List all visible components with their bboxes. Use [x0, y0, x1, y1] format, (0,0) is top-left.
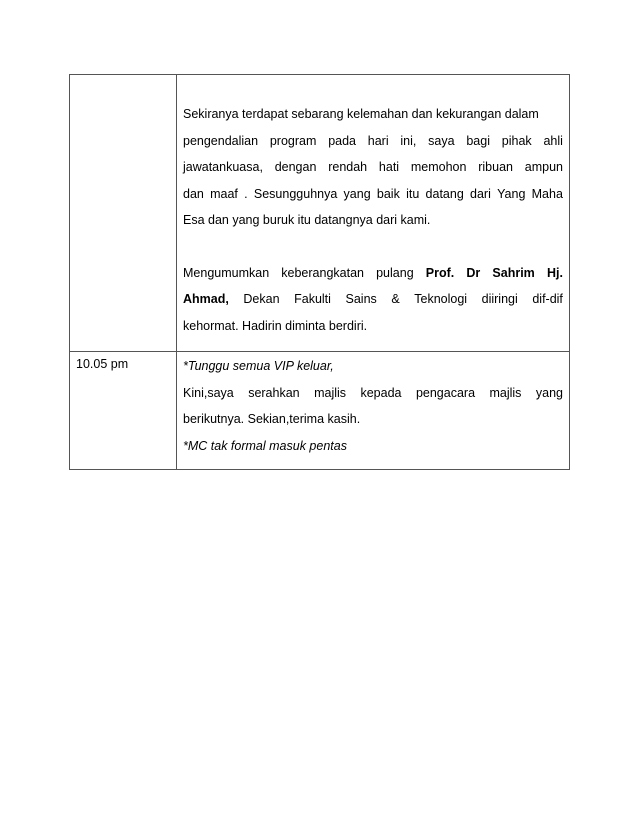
- word: Fakulti: [294, 292, 331, 306]
- apology-line-4: [183, 181, 563, 208]
- dean-name-word: Sahrim: [492, 265, 535, 280]
- word: Maha: [531, 186, 563, 201]
- apology-line-5: Esa dan yang buruk itu datangnya dari kami.: [183, 213, 431, 227]
- word: maaf: [210, 186, 238, 201]
- word: serahkan: [248, 385, 300, 400]
- word: Teknologi: [414, 292, 468, 306]
- word: pada: [328, 133, 356, 148]
- word: pulang: [376, 265, 414, 280]
- word: datang: [425, 186, 464, 201]
- word: dif-dif: [532, 292, 563, 306]
- word: pihak: [501, 133, 532, 148]
- word: .: [244, 186, 248, 201]
- word: baik: [376, 186, 400, 201]
- word: yang: [343, 186, 371, 201]
- word: Sesungguhnya: [253, 186, 338, 201]
- word: yang: [535, 385, 563, 400]
- word: keberangkatan: [281, 265, 364, 280]
- word: Dekan: [243, 292, 280, 306]
- dean-name-word: Hj.: [546, 265, 563, 280]
- vip-exit-note: *Tunggu semua VIP keluar,: [183, 359, 334, 373]
- word: memohon: [410, 160, 467, 174]
- word: ribuan: [478, 160, 513, 174]
- apology-line-3: [183, 154, 563, 181]
- mc-stage-note: *MC tak formal masuk pentas: [183, 438, 347, 453]
- programme-table: [69, 74, 570, 470]
- word: dan: [183, 186, 204, 201]
- paragraph-spacer: [183, 234, 563, 260]
- handover-line-1: [183, 380, 563, 407]
- word: hati: [378, 160, 400, 174]
- announcement-line-3: kehormat. Hadirin diminta berdiri.: [183, 318, 368, 333]
- word: &: [391, 292, 400, 306]
- word: program: [269, 133, 317, 148]
- apology-line-2: [183, 128, 563, 155]
- word: pengendalian: [183, 133, 259, 148]
- table-row: [70, 352, 570, 470]
- announcement-line-2: [183, 286, 563, 313]
- word: bagi: [466, 133, 490, 148]
- dean-name-word: Ahmad,: [183, 292, 229, 306]
- word: Kini,saya: [183, 385, 234, 400]
- announcement-line-1: [183, 260, 563, 287]
- word: itu: [406, 186, 420, 201]
- word: jawatankuasa,: [183, 160, 263, 174]
- description-cell: [177, 75, 570, 352]
- time-cell-empty: [70, 75, 177, 352]
- word: saya: [428, 133, 455, 148]
- table-row: [70, 75, 570, 352]
- word: dengan: [274, 160, 317, 174]
- word: dari: [470, 186, 491, 201]
- word: rendah: [328, 160, 368, 174]
- word: hari: [367, 133, 389, 148]
- word: Sains: [345, 292, 377, 306]
- word: majlis: [489, 385, 522, 400]
- time-cell: 10.05 pm: [70, 352, 177, 470]
- word: majlis: [314, 385, 347, 400]
- word: ahli: [543, 133, 563, 148]
- word: pengacara: [415, 385, 476, 400]
- dean-name-word: Dr: [466, 265, 481, 280]
- word: Yang: [497, 186, 526, 201]
- word: ampun: [524, 160, 563, 174]
- word: Mengumumkan: [183, 265, 270, 280]
- word: ini,: [400, 133, 417, 148]
- description-cell: [177, 352, 570, 470]
- apology-line-1: Sekiranya terdapat sebarang kelemahan dan kekurangan dalam: [183, 107, 539, 121]
- handover-line-2: berikutnya. Sekian,terima kasih.: [183, 412, 361, 426]
- dean-name-word: Prof.: [425, 265, 455, 280]
- word: kepada: [360, 385, 402, 400]
- word: diiringi: [481, 292, 518, 306]
